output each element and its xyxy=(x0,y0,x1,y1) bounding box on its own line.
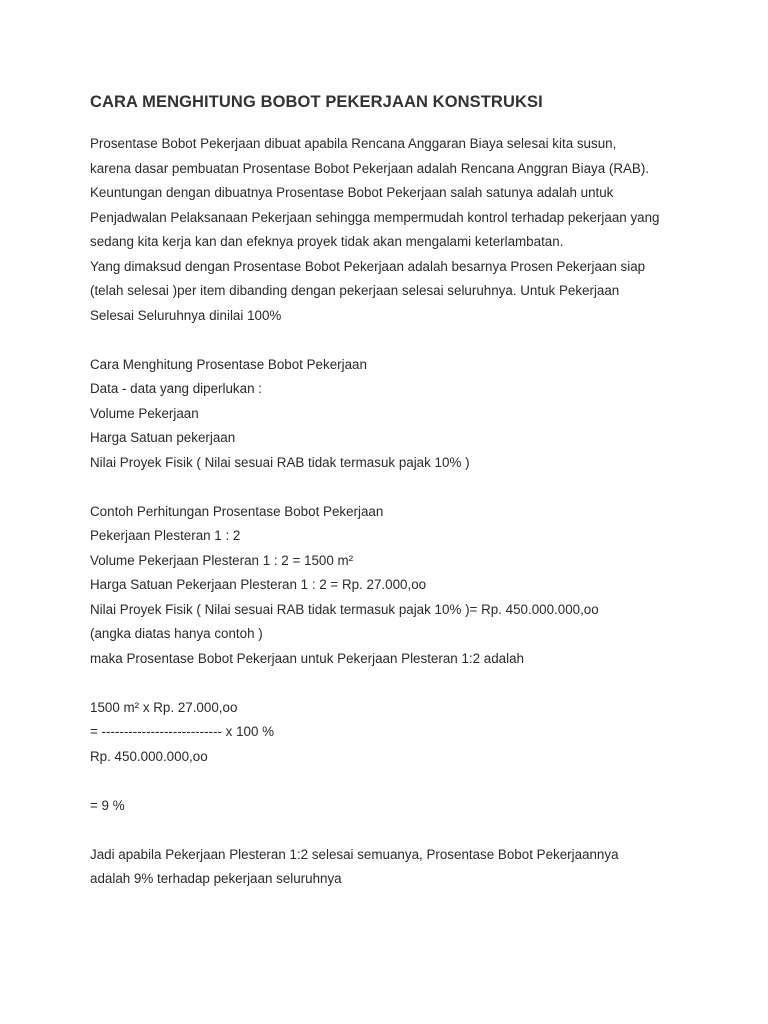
example-section xyxy=(90,500,730,672)
intro-paragraph xyxy=(90,132,730,328)
document-body xyxy=(90,132,730,892)
conclusion-line: adalah 9% terhadap pekerjaan seluruhnya xyxy=(90,871,342,886)
method-line: Harga Satuan pekerjaan xyxy=(90,430,236,445)
formula-denominator: Rp. 450.000.000,oo xyxy=(90,748,208,764)
intro-line: Yang dimaksud dengan Prosentase Bobot Pekerjaan adalah besarnya Prosen Pekerjaan siap xyxy=(90,258,646,274)
formula-numerator: 1500 m² x Rp. 27.000,oo xyxy=(90,699,238,715)
intro-line: karena dasar pembuatan Prosentase Bobot Pekerjaan adalah Rencana Anggran Biaya (RAB). xyxy=(90,160,650,176)
example-heading: Contoh Perhitungan Prosentase Bobot Pekerjaan xyxy=(90,503,384,519)
formula-fraction-bar: = --------------------------- x 100 % xyxy=(90,724,275,739)
method-line: Data - data yang diperlukan : xyxy=(90,381,262,396)
spacer xyxy=(90,818,730,843)
spacer xyxy=(90,769,730,794)
example-line: Harga Satuan Pekerjaan Plesteran 1 : 2 = Rp. 27.000,oo xyxy=(90,577,427,592)
intro-line: Keuntungan dengan dibuatnya Prosentase Bobot Pekerjaan salah satunya adalah untuk xyxy=(90,185,614,200)
formula-result: = 9 % xyxy=(90,797,125,813)
intro-line: Penjadwalan Pelaksanaan Pekerjaan sehingga mempermudah kontrol terhadap pekerjaan yang xyxy=(90,209,660,225)
document-title: CARA MENGHITUNG BOBOT PEKERJAAN KONSTRUKSI xyxy=(90,93,543,111)
example-line: maka Prosentase Bobot Pekerjaan untuk Pekerjaan Plesteran 1:2 adalah xyxy=(90,650,524,666)
formula-section xyxy=(90,696,730,770)
example-line: Pekerjaan Plesteran 1 : 2 xyxy=(90,528,241,543)
method-heading: Cara Menghitung Prosentase Bobot Pekerjaan xyxy=(90,356,367,372)
method-line: Nilai Proyek Fisik ( Nilai sesuai RAB tidak termasuk pajak 10% ) xyxy=(90,454,470,470)
conclusion-paragraph xyxy=(90,843,730,892)
method-line: Volume Pekerjaan xyxy=(90,405,199,421)
example-line: Nilai Proyek Fisik ( Nilai sesuai RAB tidak termasuk pajak 10% )= Rp. 450.000.000,oo xyxy=(90,601,599,617)
intro-line: (telah selesai )per item dibanding dengan pekerjaan selesai seluruhnya. Untuk Pekerjaan xyxy=(90,283,620,298)
intro-line: Prosentase Bobot Pekerjaan dibuat apabila Rencana Anggaran Biaya selesai kita susun, xyxy=(90,136,617,151)
conclusion-line: Jadi apabila Pekerjaan Plesteran 1:2 selesai semuanya, Prosentase Bobot Pekerjaannya xyxy=(90,846,619,862)
spacer xyxy=(90,328,730,353)
spacer xyxy=(90,475,730,500)
intro-line: sedang kita kerja kan dan efeknya proyek tidak akan mengalami keterlambatan. xyxy=(90,234,564,249)
example-line: (angka diatas hanya contoh ) xyxy=(90,626,263,641)
spacer xyxy=(90,671,730,696)
example-line: Volume Pekerjaan Plesteran 1 : 2 = 1500 m² xyxy=(90,552,354,568)
intro-line: Selesai Seluruhnya dinilai 100% xyxy=(90,307,282,323)
method-section xyxy=(90,353,730,476)
